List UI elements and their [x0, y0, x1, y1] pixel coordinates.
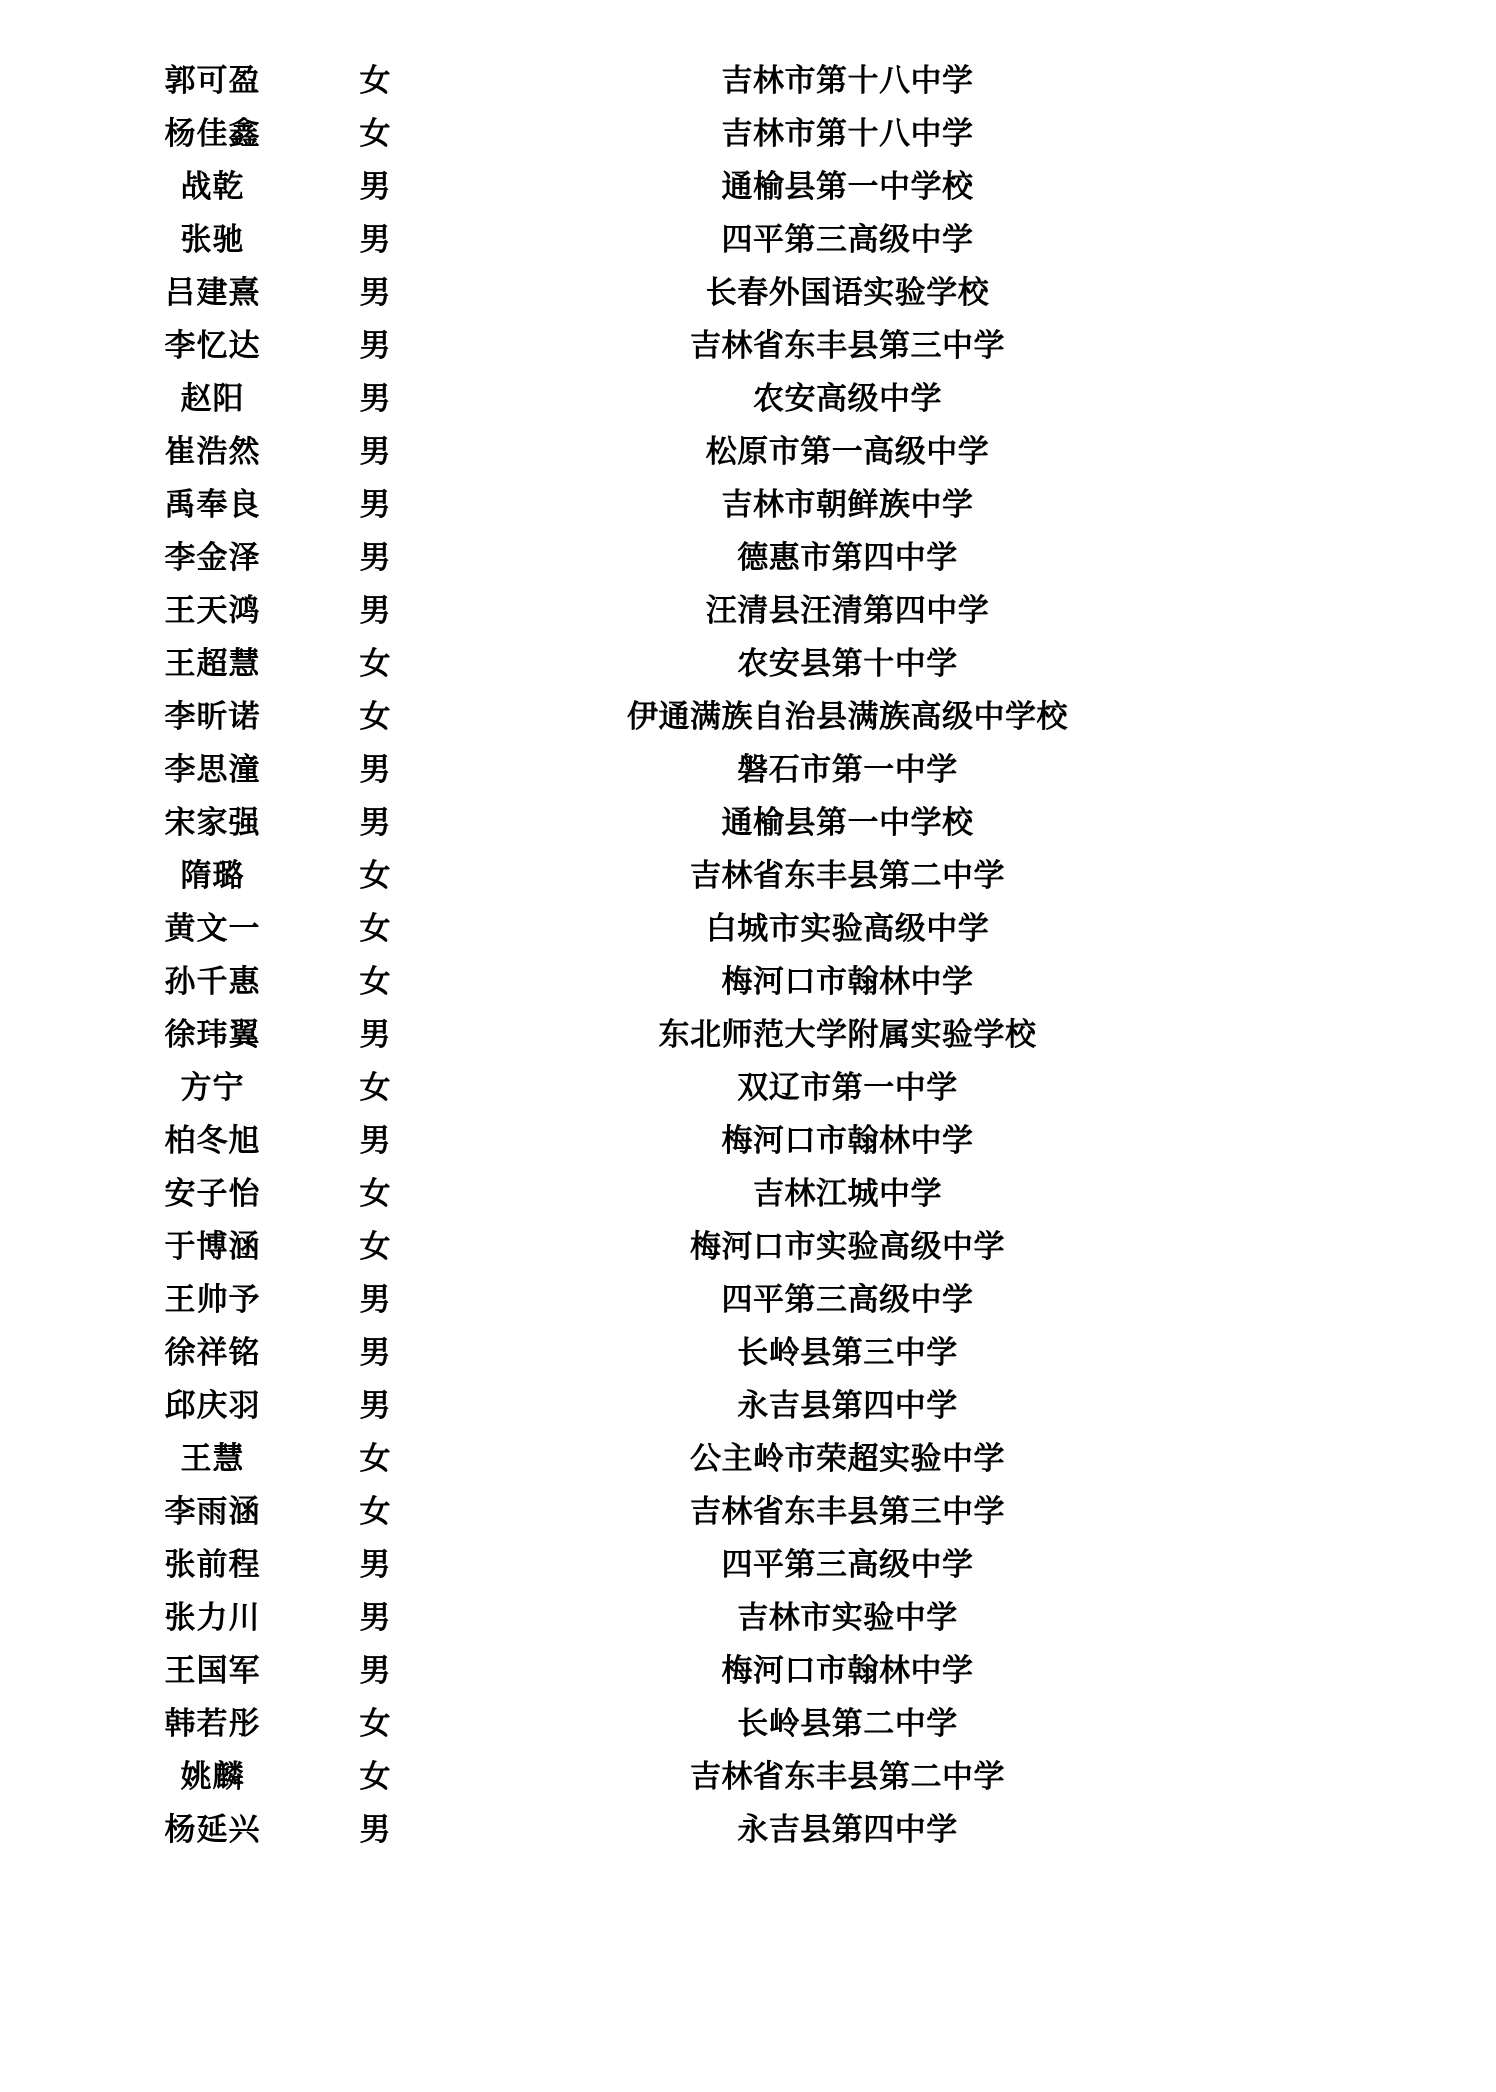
student-name: 赵阳: [180, 381, 245, 417]
student-name: 张前程: [164, 1547, 261, 1583]
table-row: [120, 267, 1250, 320]
student-gender: 男: [359, 434, 391, 470]
table-row: [120, 1645, 1250, 1698]
student-name: 战乾: [180, 169, 245, 205]
table-row: [120, 1433, 1250, 1486]
student-school: 吉林省东丰县第三中学: [690, 328, 1005, 364]
table-row: [120, 55, 1250, 108]
table-row: [120, 1168, 1250, 1221]
student-name: 禹奉良: [164, 487, 261, 523]
table-row: [120, 426, 1250, 479]
student-name: 张驰: [180, 222, 245, 258]
table-row: [120, 479, 1250, 532]
student-school: 农安县第十中学: [737, 646, 958, 682]
table-row: [120, 1698, 1250, 1751]
student-name: 姚麟: [180, 1759, 245, 1795]
student-name: 崔浩然: [164, 434, 261, 470]
student-gender: 女: [359, 911, 391, 947]
table-row: [120, 1751, 1250, 1804]
student-school: 长岭县第二中学: [737, 1706, 958, 1742]
table-row: [120, 1592, 1250, 1645]
student-gender: 男: [359, 487, 391, 523]
table-row: [120, 1115, 1250, 1168]
student-school: 梅河口市实验高级中学: [690, 1229, 1005, 1265]
student-name: 黄文一: [164, 911, 261, 947]
student-school: 四平第三高级中学: [721, 1282, 974, 1318]
student-school: 公主岭市荣超实验中学: [690, 1441, 1005, 1477]
table-row: [120, 320, 1250, 373]
student-name: 孙千惠: [164, 964, 261, 1000]
student-gender: 女: [359, 1441, 391, 1477]
student-gender: 男: [359, 328, 391, 364]
student-name: 王天鸿: [164, 593, 261, 629]
student-name: 李雨涵: [164, 1494, 261, 1530]
student-gender: 男: [359, 275, 391, 311]
table-row: [120, 1380, 1250, 1433]
student-school: 梅河口市翰林中学: [721, 1653, 974, 1689]
student-name: 徐祥铭: [164, 1335, 261, 1371]
table-row: [120, 903, 1250, 956]
student-school: 吉林市朝鲜族中学: [721, 487, 974, 523]
table-row: [120, 108, 1250, 161]
student-gender: 女: [359, 1070, 391, 1106]
table-row: [120, 1274, 1250, 1327]
student-school: 吉林江城中学: [753, 1176, 942, 1212]
student-name: 王慧: [180, 1441, 245, 1477]
student-gender: 男: [359, 1812, 391, 1848]
student-gender: 女: [359, 1176, 391, 1212]
table-row: [120, 1009, 1250, 1062]
student-school: 磐石市第一中学: [737, 752, 958, 788]
student-name: 李思潼: [164, 752, 261, 788]
student-gender: 女: [359, 964, 391, 1000]
student-gender: 男: [359, 1017, 391, 1053]
table-row: [120, 1539, 1250, 1592]
student-roster-table: [120, 55, 1250, 1857]
student-gender: 男: [359, 222, 391, 258]
student-gender: 女: [359, 63, 391, 99]
table-row: [120, 532, 1250, 585]
student-name: 郭可盈: [164, 63, 261, 99]
student-name: 于博涵: [164, 1229, 261, 1265]
student-gender: 男: [359, 1547, 391, 1583]
student-gender: 女: [359, 116, 391, 152]
student-gender: 女: [359, 1494, 391, 1530]
student-gender: 女: [359, 1706, 391, 1742]
student-gender: 女: [359, 858, 391, 894]
student-school: 吉林市实验中学: [737, 1600, 958, 1636]
student-gender: 男: [359, 593, 391, 629]
student-school: 梅河口市翰林中学: [721, 964, 974, 1000]
student-gender: 男: [359, 169, 391, 205]
student-gender: 男: [359, 1282, 391, 1318]
student-gender: 女: [359, 1229, 391, 1265]
table-row: [120, 1327, 1250, 1380]
table-row: [120, 691, 1250, 744]
student-gender: 男: [359, 1335, 391, 1371]
table-row: [120, 1221, 1250, 1274]
table-row: [120, 585, 1250, 638]
student-school: 双辽市第一中学: [737, 1070, 958, 1106]
student-gender: 男: [359, 1388, 391, 1424]
student-school: 吉林市第十八中学: [721, 63, 974, 99]
student-name: 王帅予: [164, 1282, 261, 1318]
student-name: 张力川: [164, 1600, 261, 1636]
student-school: 长岭县第三中学: [737, 1335, 958, 1371]
student-gender: 男: [359, 1123, 391, 1159]
student-name: 柏冬旭: [164, 1123, 261, 1159]
student-school: 通榆县第一中学校: [721, 169, 974, 205]
student-name: 徐玮翼: [164, 1017, 261, 1053]
student-name: 杨延兴: [164, 1812, 261, 1848]
student-school: 伊通满族自治县满族高级中学校: [627, 699, 1068, 735]
student-gender: 男: [359, 752, 391, 788]
student-school: 白城市实验高级中学: [705, 911, 990, 947]
table-row: [120, 1486, 1250, 1539]
student-gender: 女: [359, 699, 391, 735]
student-gender: 男: [359, 805, 391, 841]
student-school: 农安高级中学: [753, 381, 942, 417]
table-row: [120, 797, 1250, 850]
table-row: [120, 1804, 1250, 1857]
table-row: [120, 638, 1250, 691]
student-gender: 女: [359, 646, 391, 682]
student-name: 安子怡: [164, 1176, 261, 1212]
table-row: [120, 850, 1250, 903]
student-school: 永吉县第四中学: [737, 1812, 958, 1848]
student-name: 李昕诺: [164, 699, 261, 735]
student-name: 王国军: [164, 1653, 261, 1689]
student-school: 德惠市第四中学: [737, 540, 958, 576]
student-name: 邱庆羽: [164, 1388, 261, 1424]
student-school: 吉林省东丰县第三中学: [690, 1494, 1005, 1530]
student-gender: 男: [359, 540, 391, 576]
student-school: 吉林省东丰县第二中学: [690, 858, 1005, 894]
table-row: [120, 956, 1250, 1009]
student-school: 四平第三高级中学: [721, 222, 974, 258]
table-row: [120, 744, 1250, 797]
student-school: 永吉县第四中学: [737, 1388, 958, 1424]
student-gender: 女: [359, 1759, 391, 1795]
student-name: 杨佳鑫: [164, 116, 261, 152]
student-school: 松原市第一高级中学: [705, 434, 990, 470]
student-name: 隋璐: [180, 858, 245, 894]
student-name: 吕建熹: [164, 275, 261, 311]
student-school: 汪清县汪清第四中学: [705, 593, 990, 629]
student-name: 李金泽: [164, 540, 261, 576]
student-school: 长春外国语实验学校: [705, 275, 990, 311]
student-name: 宋家强: [164, 805, 261, 841]
student-school: 东北师范大学附属实验学校: [658, 1017, 1037, 1053]
roster-table-body: [120, 55, 1250, 1857]
table-row: [120, 161, 1250, 214]
student-school: 四平第三高级中学: [721, 1547, 974, 1583]
student-school: 吉林市第十八中学: [721, 116, 974, 152]
table-row: [120, 214, 1250, 267]
student-gender: 男: [359, 1600, 391, 1636]
student-name: 韩若彤: [164, 1706, 261, 1742]
student-name: 李忆达: [164, 328, 261, 364]
student-school: 通榆县第一中学校: [721, 805, 974, 841]
table-row: [120, 1062, 1250, 1115]
student-gender: 男: [359, 381, 391, 417]
student-school: 梅河口市翰林中学: [721, 1123, 974, 1159]
student-gender: 男: [359, 1653, 391, 1689]
table-row: [120, 373, 1250, 426]
student-name: 方宁: [180, 1070, 245, 1106]
student-name: 王超慧: [164, 646, 261, 682]
student-school: 吉林省东丰县第二中学: [690, 1759, 1005, 1795]
